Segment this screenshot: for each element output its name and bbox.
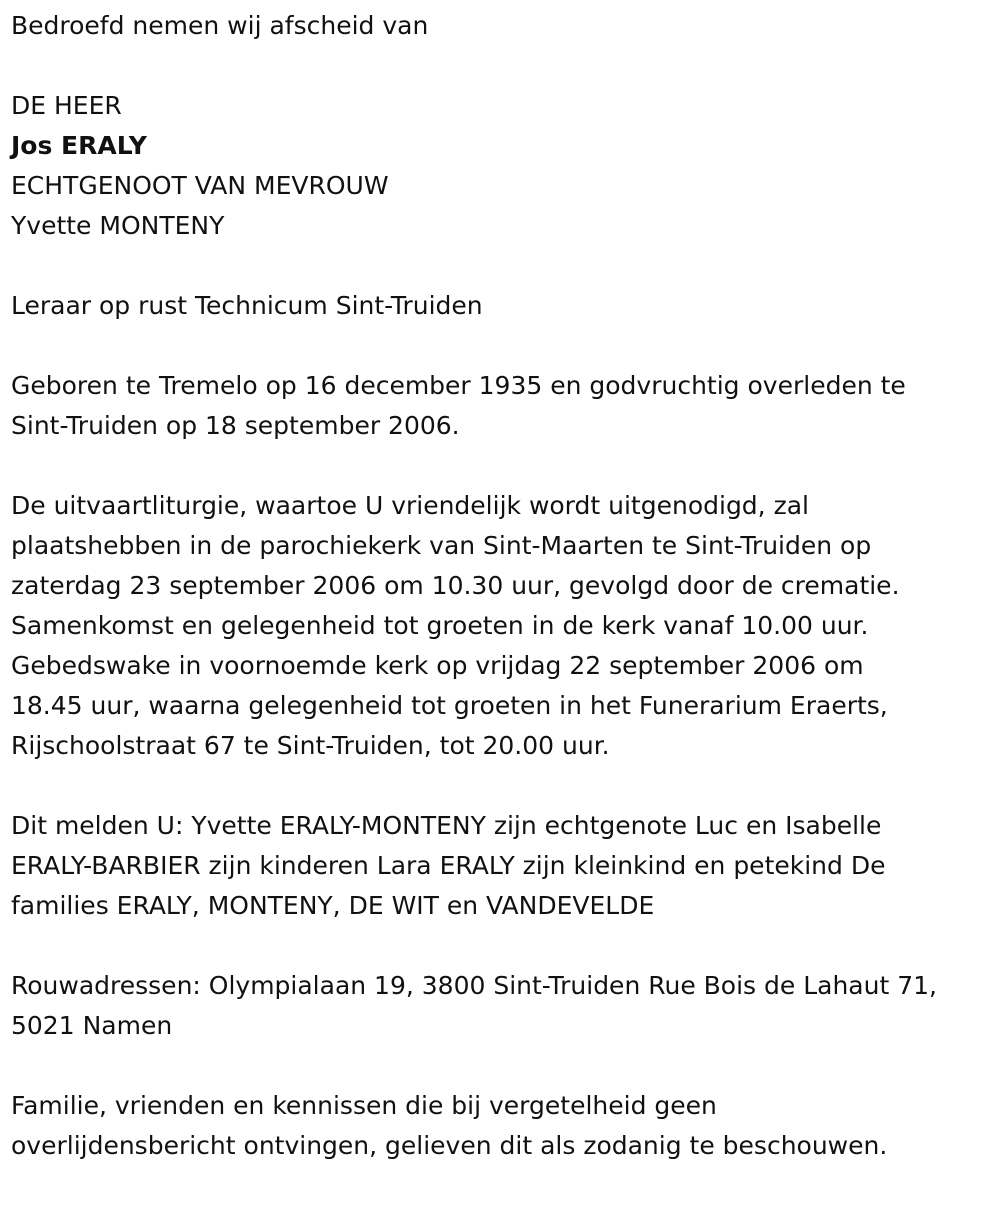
spacer <box>11 446 1000 486</box>
paragraph-line: Familie, vrienden en kennissen die bij vergetelheid geen <box>11 1091 717 1120</box>
paragraph-line: 18.45 uur, waarna gelegenheid tot groeten in het Funerarium Eraerts, <box>11 691 888 720</box>
addresses-paragraph <box>11 966 1000 1046</box>
paragraph-line: Dit melden U: Yvette ERALY-MONTENY zijn echtgenote Luc en Isabelle <box>11 811 882 840</box>
birth-death-paragraph <box>11 366 1000 446</box>
paragraph-line: De uitvaartliturgie, waartoe U vriendelijk wordt uitgenodigd, zal <box>11 491 809 520</box>
paragraph-line: Rijschoolstraat 67 te Sint-Truiden, tot 20.00 uur. <box>11 731 610 760</box>
announcers-paragraph <box>11 806 1000 926</box>
paragraph-line: 5021 Namen <box>11 1011 173 1040</box>
occupation-text: Leraar op rust Technicum Sint-Truiden <box>11 291 483 320</box>
paragraph-line: plaatshebben in de parochiekerk van Sint-Maarten te Sint-Truiden op <box>11 531 872 560</box>
paragraph-line: Geboren te Tremelo op 16 december 1935 en godvruchtig overleden te <box>11 371 906 400</box>
paragraph-line: ERALY-BARBIER zijn kinderen Lara ERALY zijn kleinkind en petekind De <box>11 851 886 880</box>
closing-paragraph <box>11 1086 1000 1166</box>
deceased-block <box>11 86 1000 246</box>
deceased-name: Jos ERALY <box>11 131 147 160</box>
spacer <box>11 1046 1000 1086</box>
intro-text: Bedroefd nemen wij afscheid van <box>11 11 429 40</box>
spacer <box>11 926 1000 966</box>
paragraph-line: families ERALY, MONTENY, DE WIT en VANDEVELDE <box>11 891 655 920</box>
relation-text: ECHTGENOOT VAN MEVROUW <box>11 171 389 200</box>
paragraph-line: zaterdag 23 september 2006 om 10.30 uur, gevolgd door de crematie. <box>11 571 900 600</box>
paragraph-line: Samenkomst en gelegenheid tot groeten in de kerk vanaf 10.00 uur. <box>11 611 869 640</box>
ceremony-paragraph <box>11 486 1000 766</box>
paragraph-line: Sint-Truiden op 18 september 2006. <box>11 411 460 440</box>
spacer <box>11 246 1000 286</box>
spacer <box>11 46 1000 86</box>
paragraph-line: Rouwadressen: Olympialaan 19, 3800 Sint-Truiden Rue Bois de Lahaut 71, <box>11 971 937 1000</box>
paragraph-line: Gebedswake in voornoemde kerk op vrijdag 22 september 2006 om <box>11 651 864 680</box>
deceased-title: DE HEER <box>11 91 122 120</box>
spouse-name: Yvette MONTENY <box>11 211 225 240</box>
spacer <box>11 326 1000 366</box>
paragraph-line: overlijdensbericht ontvingen, gelieven dit als zodanig te beschouwen. <box>11 1131 888 1160</box>
spacer <box>11 766 1000 806</box>
